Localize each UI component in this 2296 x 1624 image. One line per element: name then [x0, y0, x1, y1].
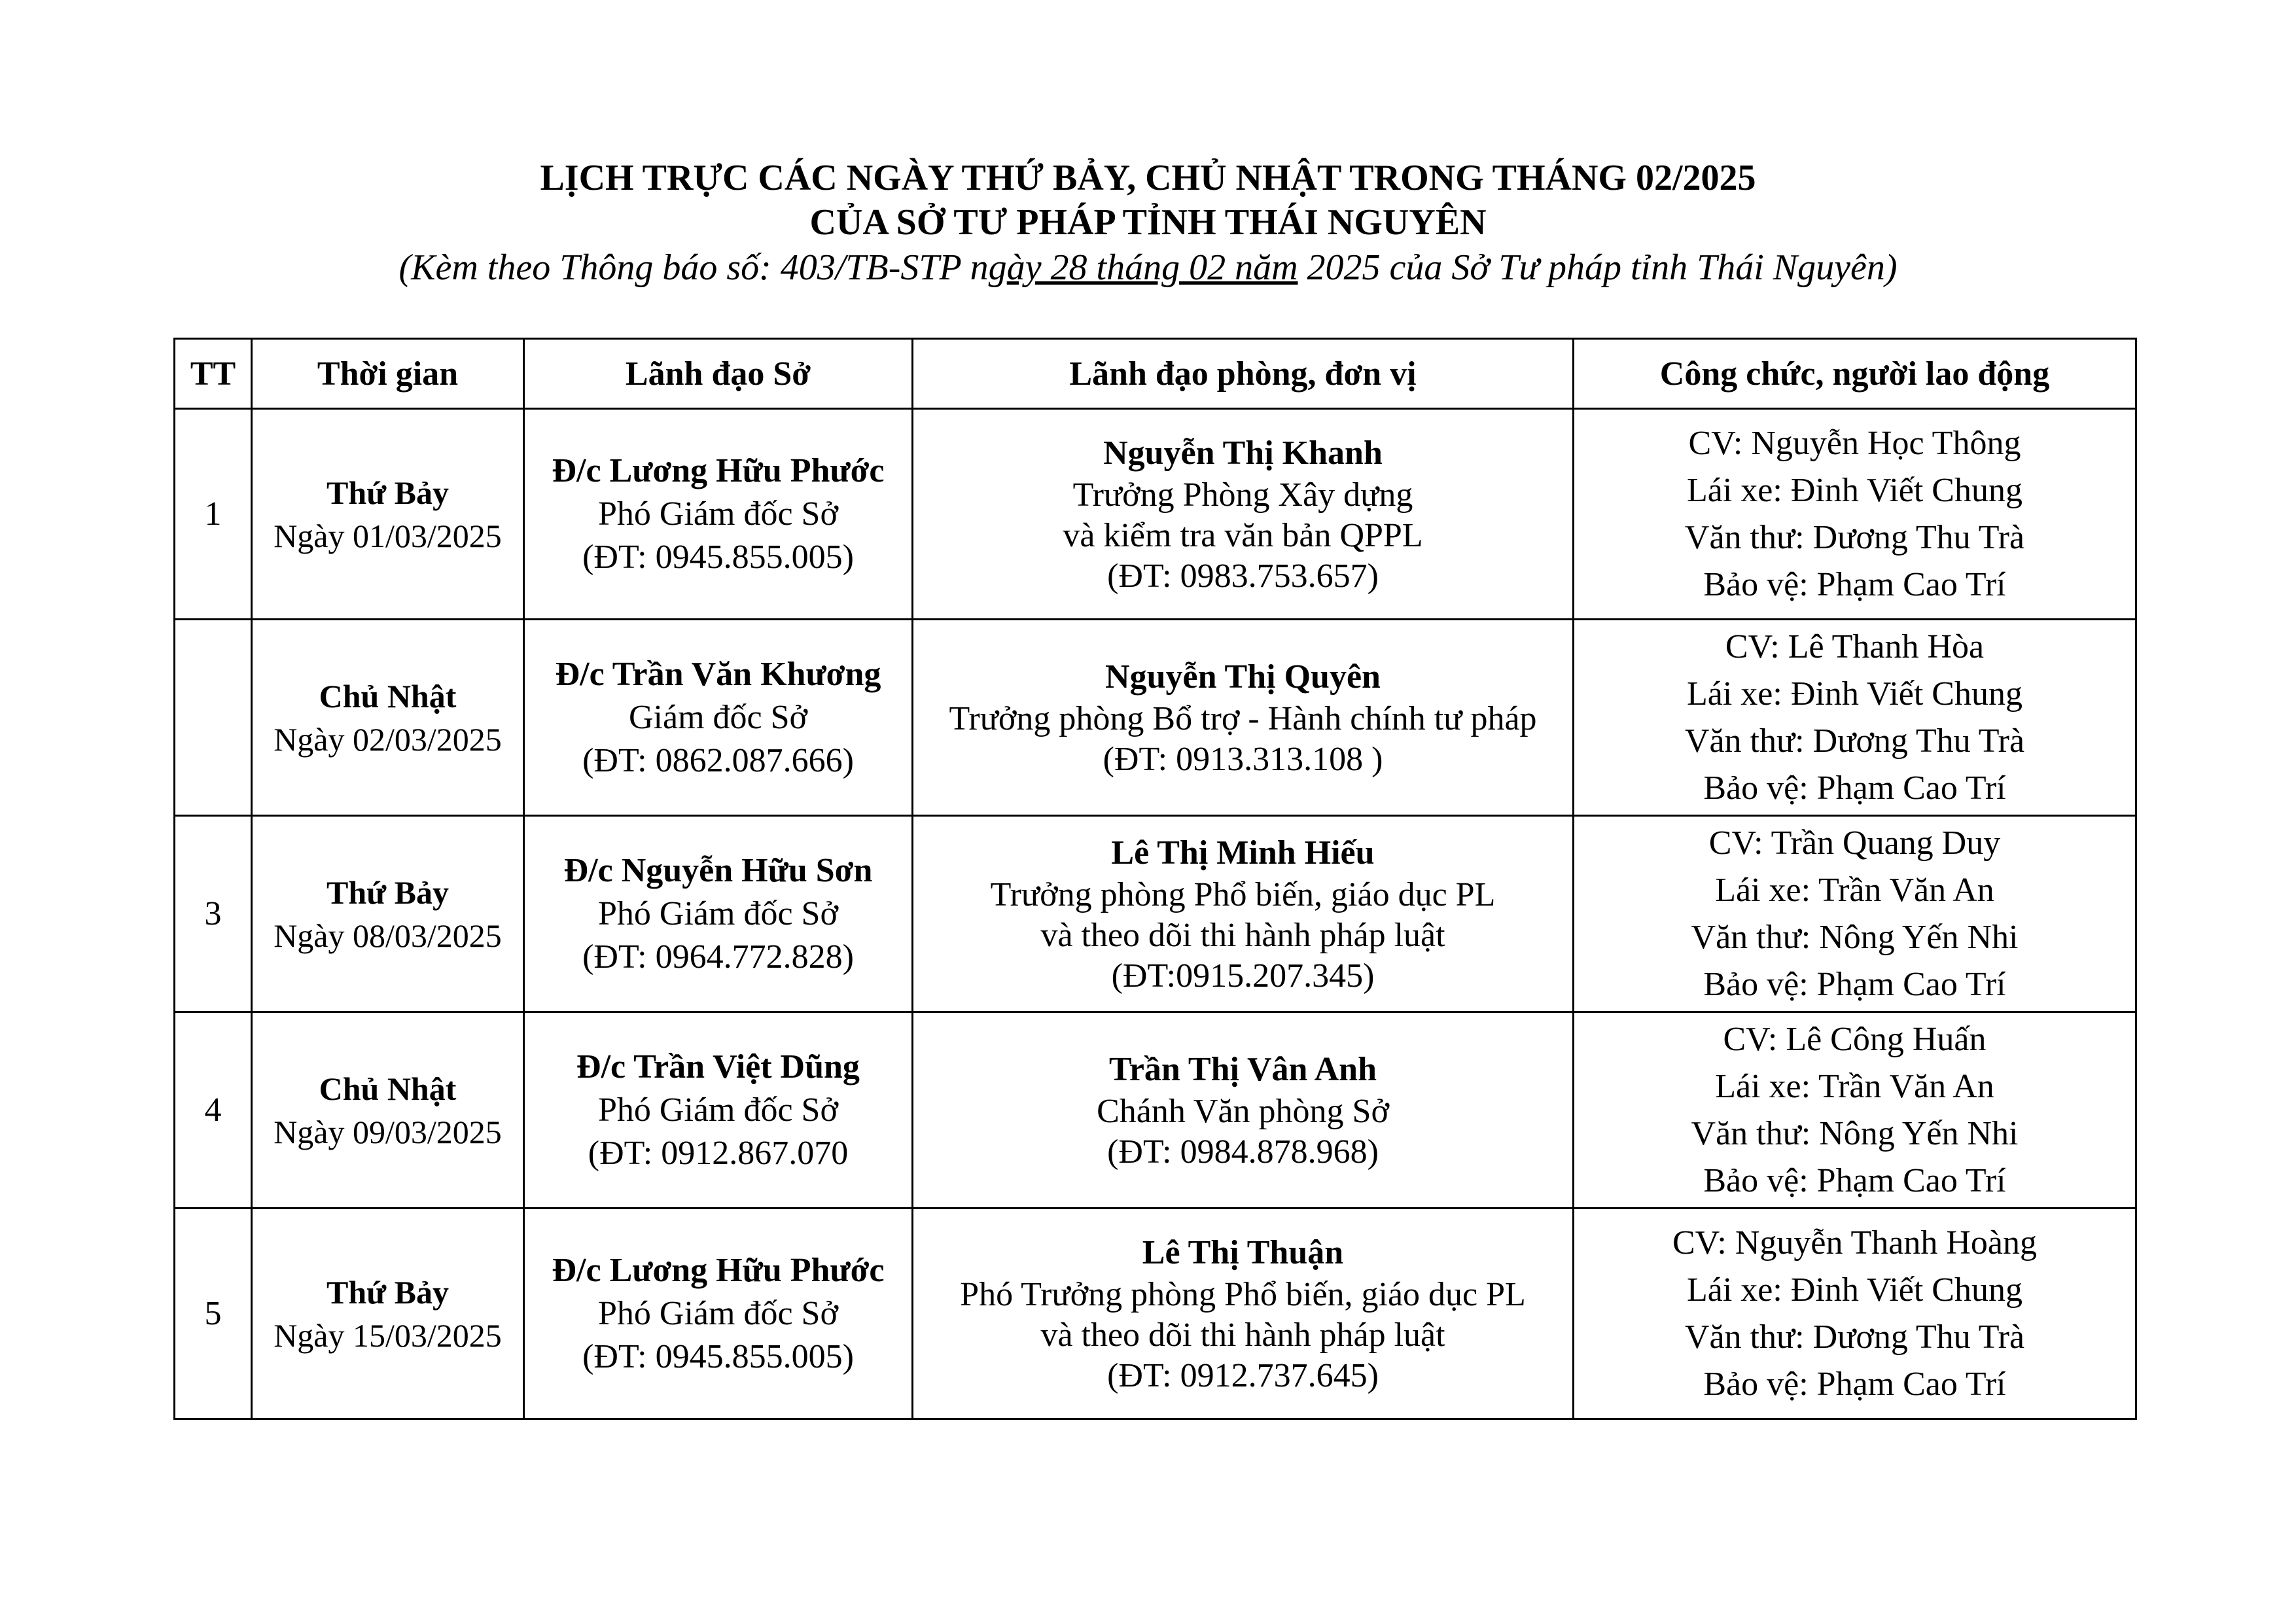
- director-phone: (ĐT: 0945.855.005): [582, 538, 854, 576]
- director-phone: (ĐT: 0945.855.005): [582, 1337, 854, 1375]
- director-title: Phó Giám đốc Sở: [598, 1091, 838, 1129]
- dept-leader-name: Lê Thị Minh Hiếu: [1111, 834, 1375, 872]
- dept-leader-title-cont: và kiểm tra văn bản QPPL: [1063, 516, 1423, 554]
- department-cell: [913, 620, 1574, 816]
- dept-leader-title: Chánh Văn phòng Sở: [1097, 1092, 1389, 1130]
- header-staff: Công chức, người lao động: [1574, 339, 2136, 409]
- staff-driver: Lái xe: Đinh Viết Chung: [1687, 1271, 2022, 1309]
- staff-driver: Lái xe: Đinh Viết Chung: [1687, 471, 2022, 509]
- staff-guard: Bảo vệ: Phạm Cao Trí: [1703, 565, 2006, 603]
- date-label: Ngày 08/03/2025: [274, 917, 502, 954]
- table-row: [175, 1012, 2136, 1209]
- director-cell: [524, 1209, 913, 1419]
- row-number: 4: [175, 1012, 252, 1209]
- dept-leader-name: Nguyễn Thị Quyên: [1105, 658, 1381, 696]
- row-number: 3: [175, 816, 252, 1012]
- staff-clerk: Văn thư: Nông Yến Nhi: [1691, 918, 2019, 956]
- staff-cell: [1574, 620, 2136, 816]
- dept-leader-phone: (ĐT: 0913.313.108 ): [1103, 740, 1383, 778]
- dept-leader-title: Trưởng Phòng Xây dựng: [1072, 476, 1413, 514]
- director-name: Đ/c Lương Hữu Phước: [552, 1251, 885, 1289]
- time-cell: [252, 1209, 524, 1419]
- date-label: Ngày 02/03/2025: [274, 720, 502, 758]
- table-row: [175, 816, 2136, 1012]
- header-time: Thời gian: [252, 339, 524, 409]
- duty-schedule-table: [173, 338, 2137, 1420]
- director-title: Phó Giám đốc Sở: [598, 894, 838, 932]
- document-title-line-1: LỊCH TRỰC CÁC NGÀY THỨ BẢY, CHỦ NHẬT TRONG THÁNG 02/2025: [540, 158, 1756, 198]
- day-label: Thứ Bảy: [326, 474, 449, 511]
- dept-leader-title-cont: và theo dõi thi hành pháp luật: [1040, 1316, 1445, 1354]
- row-number: [175, 620, 252, 816]
- director-name: Đ/c Trần Việt Dũng: [576, 1048, 860, 1086]
- staff-clerk: Văn thư: Dương Thu Trà: [1684, 722, 2025, 760]
- department-cell: [913, 409, 1574, 620]
- staff-cell: [1574, 409, 2136, 620]
- table-row: [175, 409, 2136, 620]
- document-title-line-2: CỦA SỞ TƯ PHÁP TỈNH THÁI NGUYÊN: [809, 202, 1487, 243]
- department-cell: [913, 1012, 1574, 1209]
- staff-clerk: Văn thư: Nông Yến Nhi: [1691, 1114, 2019, 1152]
- subtitle-part-1: (Kèm theo Thông báo số: 403/TB-STP ng: [398, 247, 1007, 288]
- dept-leader-name: Trần Thị Vân Anh: [1109, 1050, 1377, 1088]
- time-cell: [252, 620, 524, 816]
- director-title: Phó Giám đốc Sở: [598, 495, 838, 533]
- dept-leader-title: Trưởng phòng Bổ trợ - Hành chính tư pháp: [949, 699, 1537, 737]
- staff-driver: Lái xe: Đinh Viết Chung: [1687, 675, 2022, 713]
- staff-guard: Bảo vệ: Phạm Cao Trí: [1703, 1365, 2006, 1403]
- staff-cell: [1574, 1209, 2136, 1419]
- dept-leader-phone: (ĐT: 0984.878.968): [1107, 1133, 1379, 1171]
- department-cell: [913, 816, 1574, 1012]
- dept-leader-title: Phó Trưởng phòng Phổ biến, giáo dục PL: [960, 1275, 1526, 1313]
- staff-driver: Lái xe: Trần Văn An: [1715, 1067, 1994, 1105]
- subtitle-part-2: ày 28 tháng 02 năm: [1006, 247, 1298, 288]
- table-row: [175, 1209, 2136, 1419]
- staff-clerk: Văn thư: Dương Thu Trà: [1684, 1318, 2025, 1356]
- time-cell: [252, 409, 524, 620]
- header-tt: TT: [175, 339, 252, 409]
- director-name: Đ/c Lương Hữu Phước: [552, 451, 885, 489]
- department-cell: [913, 1209, 1574, 1419]
- dept-leader-title-cont: và theo dõi thi hành pháp luật: [1040, 916, 1445, 954]
- staff-cell: [1574, 816, 2136, 1012]
- dept-leader-name: Lê Thị Thuận: [1142, 1233, 1344, 1271]
- director-phone: (ĐT: 0912.867.070: [588, 1134, 849, 1172]
- date-label: Ngày 01/03/2025: [274, 517, 502, 554]
- document-subtitle: [0, 245, 2296, 291]
- staff-cv: CV: Nguyễn Thanh Hoàng: [1672, 1224, 2037, 1262]
- dept-leader-name: Nguyễn Thị Khanh: [1103, 434, 1383, 472]
- staff-guard: Bảo vệ: Phạm Cao Trí: [1703, 965, 2006, 1003]
- director-cell: [524, 620, 913, 816]
- header-director: Lãnh đạo Sở: [524, 339, 913, 409]
- staff-cv: CV: Lê Công Huấn: [1723, 1020, 1987, 1058]
- director-phone: (ĐT: 0964.772.828): [582, 938, 854, 976]
- row-number: 1: [175, 409, 252, 620]
- dept-leader-phone: (ĐT: 0912.737.645): [1107, 1356, 1379, 1394]
- director-name: Đ/c Trần Văn Khương: [555, 655, 881, 693]
- day-label: Thứ Bảy: [326, 1273, 449, 1311]
- dept-leader-phone: (ĐT: 0983.753.657): [1107, 557, 1379, 595]
- director-title: Giám đốc Sở: [628, 698, 808, 736]
- staff-guard: Bảo vệ: Phạm Cao Trí: [1703, 769, 2006, 807]
- director-phone: (ĐT: 0862.087.666): [582, 741, 854, 779]
- row-number: 5: [175, 1209, 252, 1419]
- header-department: Lãnh đạo phòng, đơn vị: [913, 339, 1574, 409]
- director-name: Đ/c Nguyễn Hữu Sơn: [563, 851, 873, 889]
- staff-cv: CV: Lê Thanh Hòa: [1725, 627, 1985, 665]
- staff-cv: CV: Trần Quang Duy: [1708, 824, 2001, 862]
- dept-leader-phone: (ĐT:0915.207.345): [1111, 957, 1375, 995]
- director-title: Phó Giám đốc Sở: [598, 1294, 838, 1332]
- time-cell: [252, 1012, 524, 1209]
- document-header: [0, 156, 2296, 291]
- staff-driver: Lái xe: Trần Văn An: [1715, 871, 1994, 909]
- date-label: Ngày 15/03/2025: [274, 1316, 502, 1354]
- table-row: [175, 620, 2136, 816]
- staff-cv: CV: Nguyễn Học Thông: [1688, 424, 2021, 462]
- table-header-row: [175, 339, 2136, 409]
- staff-guard: Bảo vệ: Phạm Cao Trí: [1703, 1161, 2006, 1199]
- day-label: Chủ Nhật: [319, 677, 457, 715]
- time-cell: [252, 816, 524, 1012]
- staff-cell: [1574, 1012, 2136, 1209]
- director-cell: [524, 409, 913, 620]
- staff-clerk: Văn thư: Dương Thu Trà: [1684, 518, 2025, 556]
- day-label: Chủ Nhật: [319, 1070, 457, 1107]
- day-label: Thứ Bảy: [326, 874, 449, 911]
- date-label: Ngày 09/03/2025: [274, 1113, 502, 1150]
- director-cell: [524, 1012, 913, 1209]
- dept-leader-title: Trưởng phòng Phổ biến, giáo dục PL: [990, 875, 1496, 913]
- subtitle-part-3: 2025 của Sở Tư pháp tỉnh Thái Nguyên): [1298, 247, 1898, 288]
- director-cell: [524, 816, 913, 1012]
